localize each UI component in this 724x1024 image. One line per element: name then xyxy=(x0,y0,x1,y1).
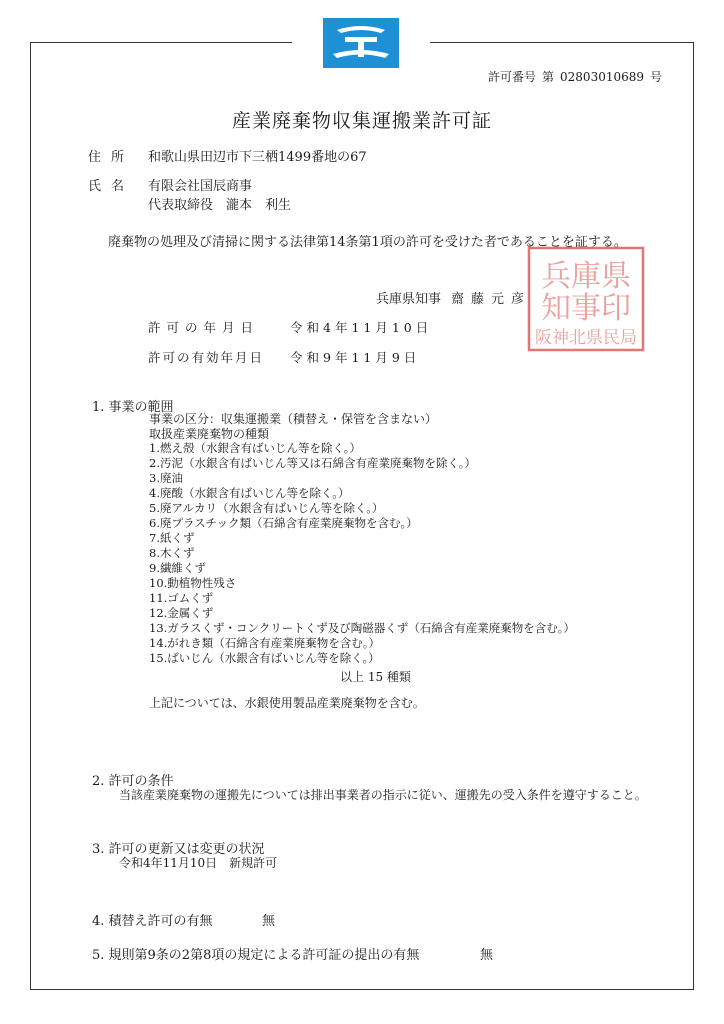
permit-number xyxy=(488,68,668,85)
section5-value: 無 xyxy=(480,948,494,963)
section4-heading: 4. 積替え許可の有無 xyxy=(92,914,213,929)
list-item: 13.ガラスくず・コンクリートくず及び陶磁器くず（石綿含有産業廃棄物を含む。） xyxy=(149,621,575,635)
svg-text:知事印: 知事印 xyxy=(541,291,631,326)
issue-date-label: 許可の年月日 xyxy=(148,320,260,335)
permit-number-go: 号 xyxy=(650,70,663,84)
issue-date-value: 令和4年11月10日 xyxy=(290,320,433,335)
list-item: 1.燃え殻（水銀含有ばいじん等を除く。） xyxy=(149,441,361,455)
certification-text: 廃棄物の処理及び清掃に関する法律第14条第1項の許可を受けた者であることを証する。 xyxy=(108,235,627,250)
address-value: 和歌山県田辺市下三栖1499番地の67 xyxy=(148,150,367,165)
business-category: 事業の区分：収集運搬業（積替え・保管を含まない） xyxy=(149,412,438,426)
permit-number-label: 許可番号 xyxy=(488,70,537,84)
list-item: 7.紙くず xyxy=(149,531,195,545)
list-item: 11.ゴムくず xyxy=(149,591,214,605)
list-item: 9.繊維くず xyxy=(149,561,206,575)
list-item: 2.汚泥（水銀含有ばいじん等又は石綿含有産業廃棄物を除く。） xyxy=(149,456,476,470)
company-name: 有限会社国辰商事 xyxy=(148,179,253,194)
governor-name: 齋藤元彦 xyxy=(451,292,532,307)
svg-text:阪神北県民局: 阪神北県民局 xyxy=(535,328,637,348)
section1-heading: 1. 事業の範囲 xyxy=(92,400,174,415)
renewal-status: 令和4年11月10日 新規許可 xyxy=(119,856,278,870)
valid-date-value: 令和9年11月9日 xyxy=(290,350,421,365)
list-item: 12.金属くず xyxy=(149,606,214,620)
list-item: 6.廃プラスチック類（石綿含有産業廃棄物を含む。） xyxy=(149,516,418,530)
list-item: 8.木くず xyxy=(149,546,195,560)
section4-value: 無 xyxy=(262,914,276,929)
list-item: 5.廃アルカリ（水銀含有ばいじん等を除く。） xyxy=(149,501,384,515)
representative-name: 代表取締役 瀧本 利生 xyxy=(148,198,292,213)
section3-heading: 3. 許可の更新又は変更の状況 xyxy=(92,842,265,857)
section2-heading: 2. 許可の条件 xyxy=(92,774,174,789)
document-title: 産業廃棄物収集運搬業許可証 xyxy=(231,110,492,132)
list-item: 14.がれき類（石綿含有産業廃棄物を含む。） xyxy=(149,636,381,650)
name-label: 氏名 xyxy=(88,179,135,194)
svg-text:兵庫県: 兵庫県 xyxy=(541,259,631,294)
list-item: 4.廃酸（水銀含有ばいじん等を除く。） xyxy=(149,486,350,500)
governor-signature xyxy=(376,288,531,307)
official-seal-icon xyxy=(527,246,645,352)
governor-title: 兵庫県知事 xyxy=(376,292,442,307)
permit-conditions: 当該産業廃棄物の運搬先については排出事業者の指示に従い、運搬先の受入条件を遵守すること。 xyxy=(119,788,647,802)
waste-types-heading: 取扱産業廃棄物の種類 xyxy=(149,427,270,441)
permit-number-value: 02803010689 xyxy=(560,70,645,84)
valid-date-label: 許可の有効年月日 xyxy=(148,350,265,365)
waste-types-total: 以上 15 種類 xyxy=(340,670,411,684)
mercury-note: 上記については、水銀使用製品産業廃棄物を含む。 xyxy=(149,696,425,710)
permit-number-dai: 第 xyxy=(542,70,555,84)
list-item: 3.廃油 xyxy=(149,471,183,485)
list-item: 15.ばいじん（水銀含有ばいじん等を除く。） xyxy=(149,651,380,665)
section5-heading: 5. 規則第9条の2第8項の規定による許可証の提出の有無 xyxy=(92,948,420,963)
hyogo-prefecture-emblem-icon xyxy=(323,18,399,68)
address-label: 住所 xyxy=(88,150,135,165)
list-item: 10.動植物性残さ xyxy=(149,576,237,590)
